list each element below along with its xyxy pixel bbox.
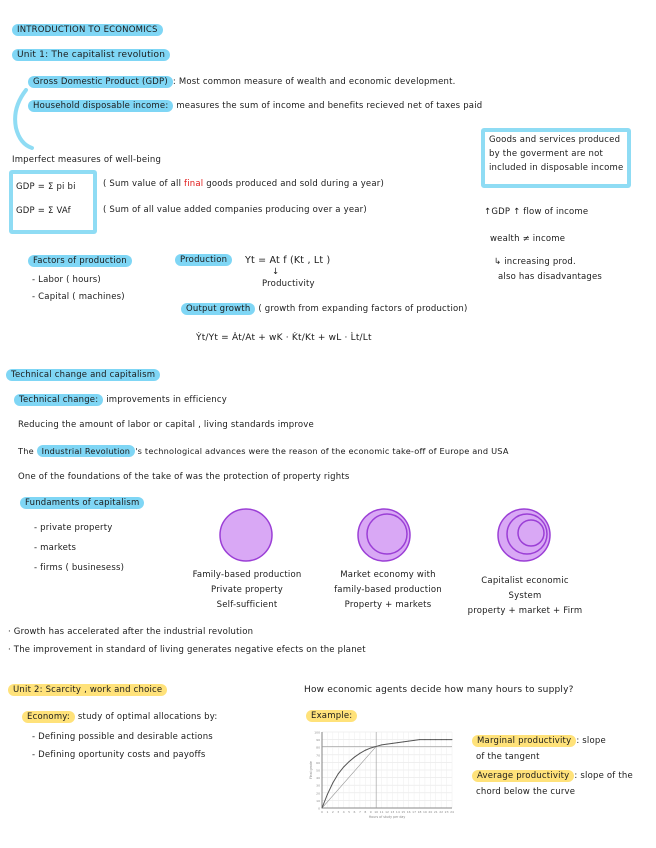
- curved-arrow-icon: [8, 88, 38, 158]
- x-tick-label: 24: [450, 810, 454, 814]
- y-tick-label: 30: [316, 783, 320, 788]
- x-tick-label: 9: [369, 810, 372, 814]
- x-tick-label: 0: [321, 810, 323, 814]
- data-point: [376, 746, 377, 747]
- fund-item-markets: - markets: [34, 543, 77, 553]
- economy-definition: Economy: study of optimal allocations by:: [22, 712, 217, 723]
- x-tick-label: 1: [326, 810, 329, 814]
- productivity-label: Productivity: [262, 279, 315, 289]
- data-point: [338, 773, 339, 774]
- factors-title: Factors of production: [28, 256, 132, 267]
- x-tick-label: 14: [395, 810, 400, 814]
- data-point: [403, 741, 404, 742]
- bullet-improvement: · The improvement in standard of living generates negative efects on the planet: [8, 645, 366, 655]
- y-tick-label: 90: [316, 738, 320, 743]
- y-tick-label: 0: [318, 806, 320, 811]
- tech-heading: Technical change and capitalism: [6, 370, 160, 381]
- imperfect-measures: Imperfect measures of well-being: [12, 155, 162, 165]
- y-tick-label: 60: [316, 760, 320, 765]
- down-arrow-icon: ↓: [272, 267, 280, 277]
- average-productivity-2: chord below the curve: [476, 787, 576, 797]
- x-axis-label: Hours of study per day: [368, 815, 406, 819]
- data-point: [408, 741, 409, 742]
- y-tick-label: 50: [316, 768, 320, 773]
- econ-item-2: - Defining oportunity costs and payoffs: [32, 750, 206, 760]
- gdp-flow-note: ↑GDP ↑ flow of income: [484, 207, 589, 217]
- x-tick-label: 22: [439, 810, 444, 814]
- factor-labor: - Labor ( hours): [32, 275, 101, 285]
- data-point: [446, 739, 447, 740]
- x-tick-label: 16: [406, 810, 411, 814]
- x-tick-label: 23: [444, 810, 449, 814]
- circle1-caption-3: Self-sufficient: [216, 600, 278, 610]
- marginal-productivity-2: of the tangent: [476, 752, 540, 762]
- circle3-caption-3: property + market + Firm: [467, 606, 583, 616]
- data-point: [414, 740, 415, 741]
- x-tick-label: 6: [353, 810, 356, 814]
- x-tick-label: 10: [374, 810, 379, 814]
- data-point: [343, 766, 344, 767]
- x-tick-label: 17: [412, 810, 416, 814]
- x-tick-label: 3: [337, 810, 340, 814]
- data-point: [381, 744, 382, 745]
- formula-1: GDP = Σ pi bi: [16, 182, 76, 192]
- increasing-prod-note: ↳ increasing prod.: [494, 257, 576, 267]
- formula-2-desc: ( Sum of all value added companies producing over a year): [103, 205, 367, 215]
- x-tick-label: 7: [358, 810, 361, 814]
- y-tick-label: 80: [316, 745, 320, 750]
- unit2-heading: Unit 2: Scarcity , work and choice: [8, 685, 167, 696]
- circle1-caption-1: Family-based production: [192, 570, 302, 580]
- x-tick-label: 5: [348, 810, 351, 814]
- y-tick-label: 100: [314, 730, 320, 735]
- x-tick-label: 15: [401, 810, 406, 814]
- y-tick-label: 20: [316, 791, 320, 796]
- disadvantages-note: also has disadvantages: [498, 272, 603, 282]
- formula-2: GDP = Σ VAf: [16, 206, 71, 216]
- data-point: [359, 753, 360, 754]
- data-point: [435, 739, 436, 740]
- production-label: Production: [175, 255, 232, 266]
- data-point: [430, 739, 431, 740]
- circle3-caption-1: Capitalist economic: [481, 576, 569, 586]
- formula-1-desc: ( Sum value of all final goods produced and sold during a year): [103, 179, 384, 189]
- data-point: [327, 794, 328, 795]
- data-point: [392, 743, 393, 744]
- x-tick-label: 12: [385, 810, 389, 814]
- data-point: [397, 742, 398, 743]
- hours-question: How economic agents decide how many hours to supply?: [304, 685, 574, 695]
- factor-capital: - Capital ( machines): [32, 292, 125, 302]
- x-tick-label: 13: [390, 810, 395, 814]
- data-point: [322, 808, 323, 809]
- circle-market-economy: [354, 505, 414, 565]
- fundaments-title: Fundaments of capitalism: [20, 498, 144, 509]
- x-tick-label: 21: [433, 810, 438, 814]
- x-tick-label: 18: [417, 810, 422, 814]
- circle3-caption-2: System: [508, 591, 542, 601]
- data-point: [365, 750, 366, 751]
- data-point: [424, 739, 425, 740]
- econ-item-1: - Defining possible and desirable actions: [32, 732, 213, 742]
- gdp-definition: Gross Domestic Product (GDP) : Most common measure of wealth and economic development.: [28, 77, 456, 88]
- y-tick-label: 70: [316, 753, 320, 758]
- foundations-text: One of the foundations of the take of was the protection of property rights: [18, 472, 350, 482]
- x-tick-label: 11: [379, 810, 384, 814]
- x-tick-label: 19: [423, 810, 427, 814]
- x-tick-label: 20: [428, 810, 433, 814]
- circle-capitalist-economy: [494, 505, 554, 565]
- hdi-definition: Household disposable income: measures the sum of income and benefits recieved net of taxes paid: [28, 101, 482, 112]
- circle2-caption-3: Property + markets: [344, 600, 432, 610]
- reducing-text: Reducing the amount of labor or capital , living standards improve: [18, 420, 314, 430]
- unit1-heading: Unit 1: The capitalist revolution: [12, 50, 170, 61]
- circle2-caption-2: family-based production: [334, 585, 442, 595]
- circle1-caption-2: Private property: [211, 585, 283, 595]
- bullet-growth: · Growth has accelerated after the industrial revolution: [8, 627, 254, 637]
- data-point: [354, 757, 355, 758]
- data-point: [441, 739, 442, 740]
- marginal-productivity: Marginal productivity : slope: [472, 736, 606, 747]
- data-point: [419, 739, 420, 740]
- fund-item-firms: - firms ( businesess): [34, 563, 125, 573]
- data-point: [370, 747, 371, 748]
- y-tick-label: 10: [316, 798, 320, 803]
- output-growth: Output growth ( growth from expanding factors of production): [181, 304, 468, 315]
- fund-item-property: - private property: [34, 523, 113, 533]
- example-label: Example:: [306, 711, 357, 722]
- wealth-note: wealth ≠ income: [490, 234, 566, 244]
- goods-services-note: Goods and services produced by the goverment are not included in disposable income: [481, 128, 631, 188]
- production-formula: Yt = At f (Kt , Lt ): [245, 255, 331, 266]
- page-title: INTRODUCTION TO ECONOMICS: [12, 25, 163, 36]
- data-point: [452, 739, 453, 740]
- productivity-chart: [308, 728, 458, 823]
- data-point: [332, 782, 333, 783]
- x-tick-label: 8: [364, 810, 367, 814]
- y-tick-label: 40: [316, 776, 320, 781]
- average-productivity: Average productivity : slope of the: [472, 771, 633, 782]
- data-point: [349, 761, 350, 762]
- circle2-caption-1: Market economy with: [340, 570, 436, 580]
- tech-change-def: Technical change: improvements in efficiency: [14, 395, 227, 406]
- gdp-formula-box: [9, 170, 97, 234]
- x-tick-label: 2: [331, 810, 334, 814]
- x-tick-label: 4: [342, 810, 345, 814]
- y-axis-label: Final grade: [309, 761, 313, 779]
- growth-formula: Ẏt/Yt = Ȧt/At + wK · K̇t/Kt + wL · L̇t/Lt: [196, 333, 372, 343]
- circle-family-economy: [216, 505, 276, 565]
- data-point: [387, 744, 388, 745]
- industrial-revolution-text: The Industrial Revolution 's technological advances were the reason of the economic take-off of Europe and USA: [18, 446, 509, 456]
